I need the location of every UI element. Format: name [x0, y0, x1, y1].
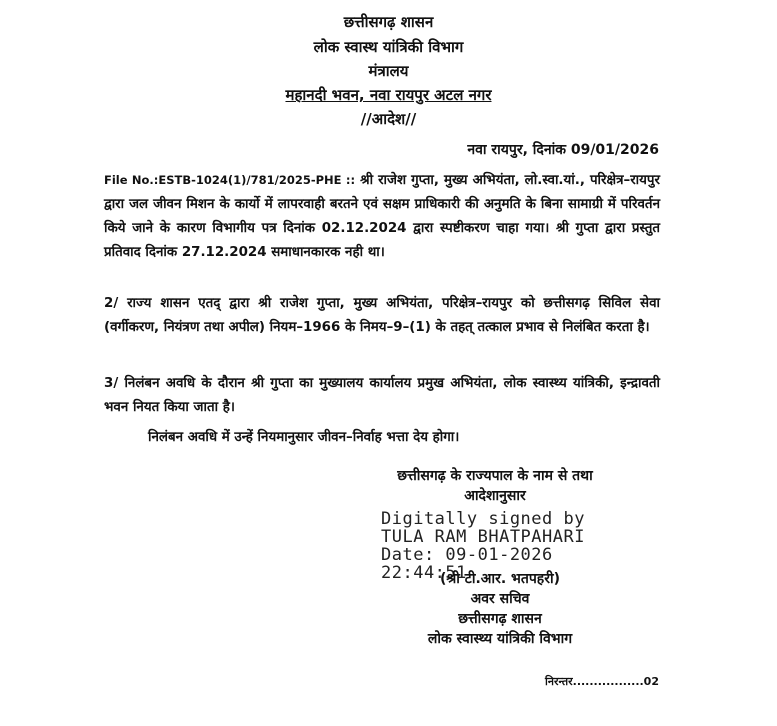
paragraph-3: 3/ निलंबन अवधि के दौरान श्री गुप्ता का मुख्यालय कार्यालय प्रमुख अभियंता, लोक स्वास्थ्य यांत्रिकी, इन्द्रावती भवन नियत किया जाता है। [104, 376, 660, 415]
digital-sign-line4: 22:44:51 [381, 563, 467, 583]
header-order-title: //आदेश// [360, 110, 417, 128]
order-date: नवा रायपुर, दिनांक 09/01/2026 [467, 142, 659, 158]
header-ministry: मंत्रालय [368, 62, 409, 80]
paragraph-1-text: श्री राजेश गुप्ता, मुख्य अभियंता, लो.स्वा.यां., परिक्षेत्र–रायपुर द्वारा जल जीवन मिशन के कार्यो में लापरवाही बरतने एवं सक्षम प्राधिकारी की अनुमति के बिना सामाग्री में परिवर्तन किये जाने के कारण विभागीय पत्र दिनांक 02.12.2024 द्वारा स्पष्टीकरण चाहा गया। श्री गुप्ता द्वारा प्रस्तुत प्रतिवाद दिनांक 27.12.2024 समाधानकारक नही था। [104, 173, 660, 260]
signatory-block [400, 569, 600, 649]
header-government: छत्तीसगढ़ शासन [343, 13, 434, 31]
paragraph-1 [104, 168, 660, 265]
paragraph-2: 2/ राज्य शासन एतद् द्वारा श्री राजेश गुप्ता, मुख्य अभियंता, परिक्षेत्र–रायपुर को छत्तीसगढ़ सिविल सेवा (वर्गीकरण, नियंत्रण तथा अपील) नियम–1966 के निमय–9–(1) के तहत् तत्काल प्रभाव से निलंबित करता है। [104, 296, 660, 335]
header-department: लोक स्वास्थ यांत्रिकी विभाग [313, 38, 464, 56]
signatory-name: (श्री टी.आर. भतपहरी) [440, 571, 560, 587]
digital-sign-line3: Date: 09-01-2026 [381, 545, 553, 565]
signatory-office-2: लोक स्वास्थ्य यांत्रिकी विभाग [427, 631, 573, 647]
digital-sign-line1: Digitally signed by [381, 509, 585, 529]
order-authority-line1: छत्तीसगढ़ के राज्यपाल के नाम से तथा [397, 468, 593, 484]
paragraph-4: निलंबन अवधि में उन्हें नियमानुसार जीवन–निर्वाह भत्ता देय होगा। [148, 430, 460, 445]
digital-sign-line2: TULA RAM BHATPAHARI [381, 527, 585, 547]
continuation-note: निरन्तर.................02 [545, 675, 659, 688]
signatory-designation: अवर सचिव [470, 591, 530, 607]
header-address: महानदी भवन, नवा रायपुर अटल नगर [285, 86, 492, 104]
file-number: File No.:ESTB-1024(1)/781/2025-PHE :: [104, 173, 356, 187]
order-authority [380, 466, 610, 506]
signatory-office-1: छत्तीसगढ़ शासन [458, 611, 542, 627]
order-authority-line2: आदेशानुसार [464, 488, 526, 504]
